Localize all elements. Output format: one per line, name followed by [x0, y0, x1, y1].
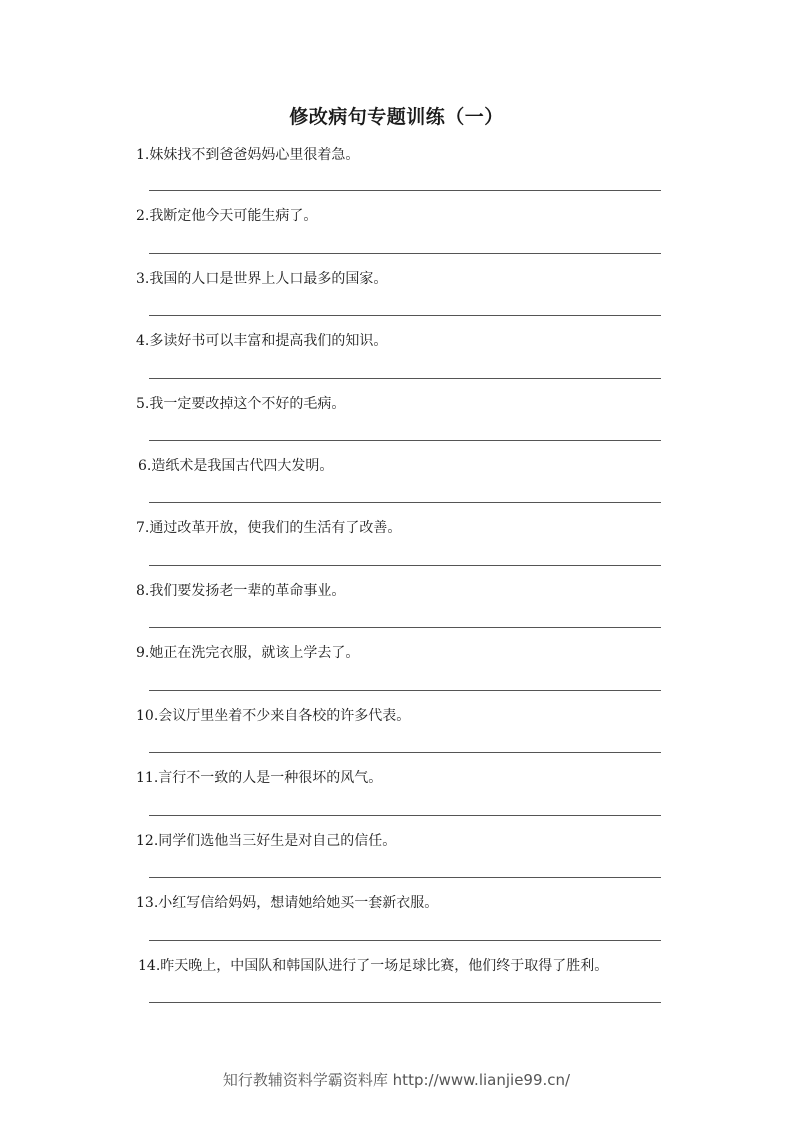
question-9 — [136, 643, 359, 663]
question-text: 她正在洗完衣服，就该上学去了。 — [149, 645, 360, 661]
page-title: 修改病句专题训练（一） — [289, 106, 504, 128]
question-number: 12. — [136, 833, 159, 849]
answer-line-3[interactable] — [149, 315, 661, 316]
question-number: 13. — [136, 895, 159, 911]
question-text: 妹妹找不到爸爸妈妈心里很着急。 — [149, 147, 360, 163]
footer-watermark: 知行教辅资料学霸资料库 http://www.lianjie99.cn/ — [222, 1071, 571, 1089]
question-number: 6. — [138, 458, 152, 474]
answer-line-11[interactable] — [149, 815, 661, 816]
question-text: 我一定要改掉这个不好的毛病。 — [149, 396, 346, 412]
question-10 — [136, 706, 410, 726]
question-14 — [138, 956, 608, 976]
question-text: 会议厅里坐着不少来自各校的许多代表。 — [158, 708, 411, 724]
answer-line-10[interactable] — [149, 752, 661, 753]
question-1 — [136, 145, 359, 165]
question-number: 2. — [136, 208, 150, 224]
question-7 — [136, 518, 401, 538]
answer-line-14[interactable] — [149, 1002, 661, 1003]
question-number: 11. — [136, 770, 159, 786]
question-text: 小红写信给妈妈，想请她给她买一套新衣服。 — [158, 895, 439, 911]
question-number: 8. — [136, 583, 150, 599]
answer-line-4[interactable] — [149, 378, 661, 379]
question-text: 多读好书可以丰富和提高我们的知识。 — [149, 333, 388, 349]
question-number: 5. — [136, 396, 150, 412]
question-number: 1. — [136, 147, 150, 163]
question-13 — [136, 893, 438, 913]
question-12 — [136, 831, 396, 851]
answer-line-13[interactable] — [149, 940, 661, 941]
question-text: 我国的人口是世界上人口最多的国家。 — [149, 271, 388, 287]
question-number: 10. — [136, 708, 159, 724]
question-number: 3. — [136, 271, 150, 287]
question-5 — [136, 394, 345, 414]
question-text: 我们要发扬老一辈的革命事业。 — [149, 583, 346, 599]
question-11 — [136, 768, 382, 788]
answer-line-1[interactable] — [149, 190, 661, 191]
question-number: 7. — [136, 520, 150, 536]
question-2 — [136, 206, 317, 226]
question-number: 4. — [136, 333, 150, 349]
question-text: 昨天晚上，中国队和韩国队进行了一场足球比赛，他们终于取得了胜利。 — [160, 958, 609, 974]
answer-line-2[interactable] — [149, 253, 661, 254]
question-3 — [136, 269, 387, 289]
answer-line-5[interactable] — [149, 440, 661, 441]
question-6 — [138, 456, 333, 476]
answer-line-8[interactable] — [149, 627, 661, 628]
question-8 — [136, 581, 345, 601]
question-number: 14. — [138, 958, 161, 974]
answer-line-12[interactable] — [149, 877, 661, 878]
question-number: 9. — [136, 645, 150, 661]
question-text: 通过改革开放，使我们的生活有了改善。 — [149, 520, 402, 536]
answer-line-9[interactable] — [149, 690, 661, 691]
question-text: 同学们选他当三好生是对自己的信任。 — [158, 833, 397, 849]
answer-line-7[interactable] — [149, 565, 661, 566]
question-text: 我断定他今天可能生病了。 — [149, 208, 318, 224]
answer-line-6[interactable] — [149, 502, 661, 503]
question-text: 言行不一致的人是一种很坏的风气。 — [158, 770, 383, 786]
question-text: 造纸术是我国古代四大发明。 — [151, 458, 334, 474]
question-4 — [136, 331, 387, 351]
